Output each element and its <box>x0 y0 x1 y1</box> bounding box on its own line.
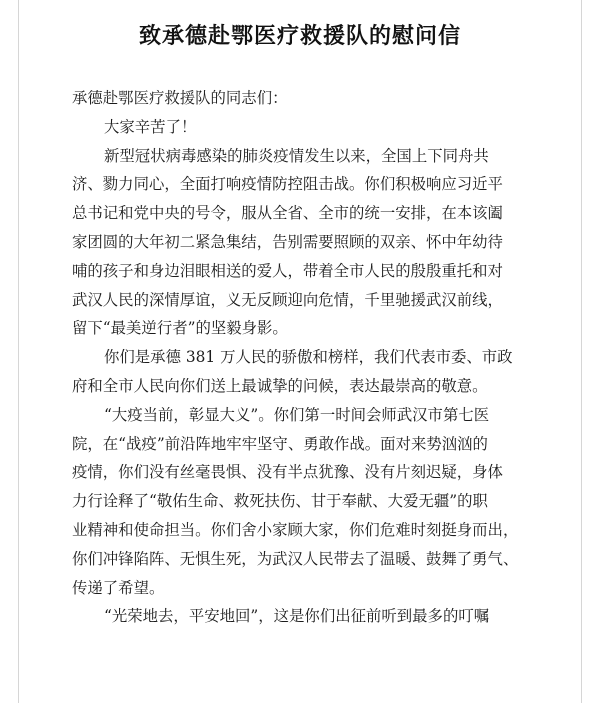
paragraph-line: 大家辛苦了！ <box>104 117 197 136</box>
paragraph-line: 哺的孩子和身边泪眼相送的爱人，带着全市人民的殷殷重托和对 <box>72 261 503 280</box>
paragraph-line: “光荣地去，平安地回”，这是你们出征前听到最多的叮嘱 <box>104 607 490 626</box>
paragraph-line: 家团圆的大年初二紧急集结，告别需要照顾的双亲、怀中年幼待 <box>72 232 503 251</box>
letter-salutation: 承德赴鄂医疗救援队的同志们： <box>72 89 288 107</box>
paragraph-line: 院，在“战疫”前沿阵地牢牢坚守、勇敢作战。面对来势汹汹的 <box>72 434 488 453</box>
letter-title: 致承德赴鄂医疗救援队的慰问信 <box>138 24 461 49</box>
letter-body <box>72 84 548 631</box>
paragraph-line: 疫情，你们没有丝毫畏惧、没有半点犹豫、没有片刻迟疑，身体 <box>72 463 503 482</box>
letter-paragraph <box>72 113 548 142</box>
paragraph-line: 留下“最美逆行者”的坚毅身影。 <box>72 319 288 338</box>
paragraph-line: 力行诠释了“敬佑生命、救死扶伤、甘于奉献、大爱无疆”的职 <box>72 492 488 511</box>
page-right-border <box>581 0 582 703</box>
letter-paragraph <box>72 602 548 631</box>
paragraph-line: 府和全市人民向你们送上最诚挚的问候，表达最崇高的敬意。 <box>72 376 488 395</box>
letter-paragraphs <box>72 113 548 631</box>
page-left-border <box>18 0 19 703</box>
paragraph-line: 业精神和使命担当。你们舍小家顾大家，你们危难时刻挺身而出， <box>72 520 519 539</box>
letter-paragraph <box>72 401 548 603</box>
paragraph-line: “大疫当前，彰显大义”。你们第一时间会师武汉市第七医 <box>104 405 490 424</box>
paragraph-line: 你们冲锋陷阵、无惧生死，为武汉人民带去了温暖、鼓舞了勇气、 <box>72 549 519 568</box>
paragraph-line: 传递了希望。 <box>72 578 165 597</box>
letter-paragraph <box>72 142 548 344</box>
paragraph-line: 总书记和党中央的号令，服从全省、全市的统一安排，在本该阖 <box>72 204 503 223</box>
paragraph-line: 你们是承德 381 万人民的骄傲和榜样，我们代表市委、市政 <box>104 348 513 367</box>
letter-paragraph <box>72 343 548 401</box>
paragraph-line: 济、勠力同心，全面打响疫情防控阻击战。你们积极响应习近平 <box>72 175 503 194</box>
paragraph-line: 新型冠状病毒感染的肺炎疫情发生以来，全国上下同舟共 <box>104 146 489 165</box>
paragraph-line: 武汉人民的深情厚谊，义无反顾迎向危情，千里驰援武汉前线， <box>72 290 503 309</box>
